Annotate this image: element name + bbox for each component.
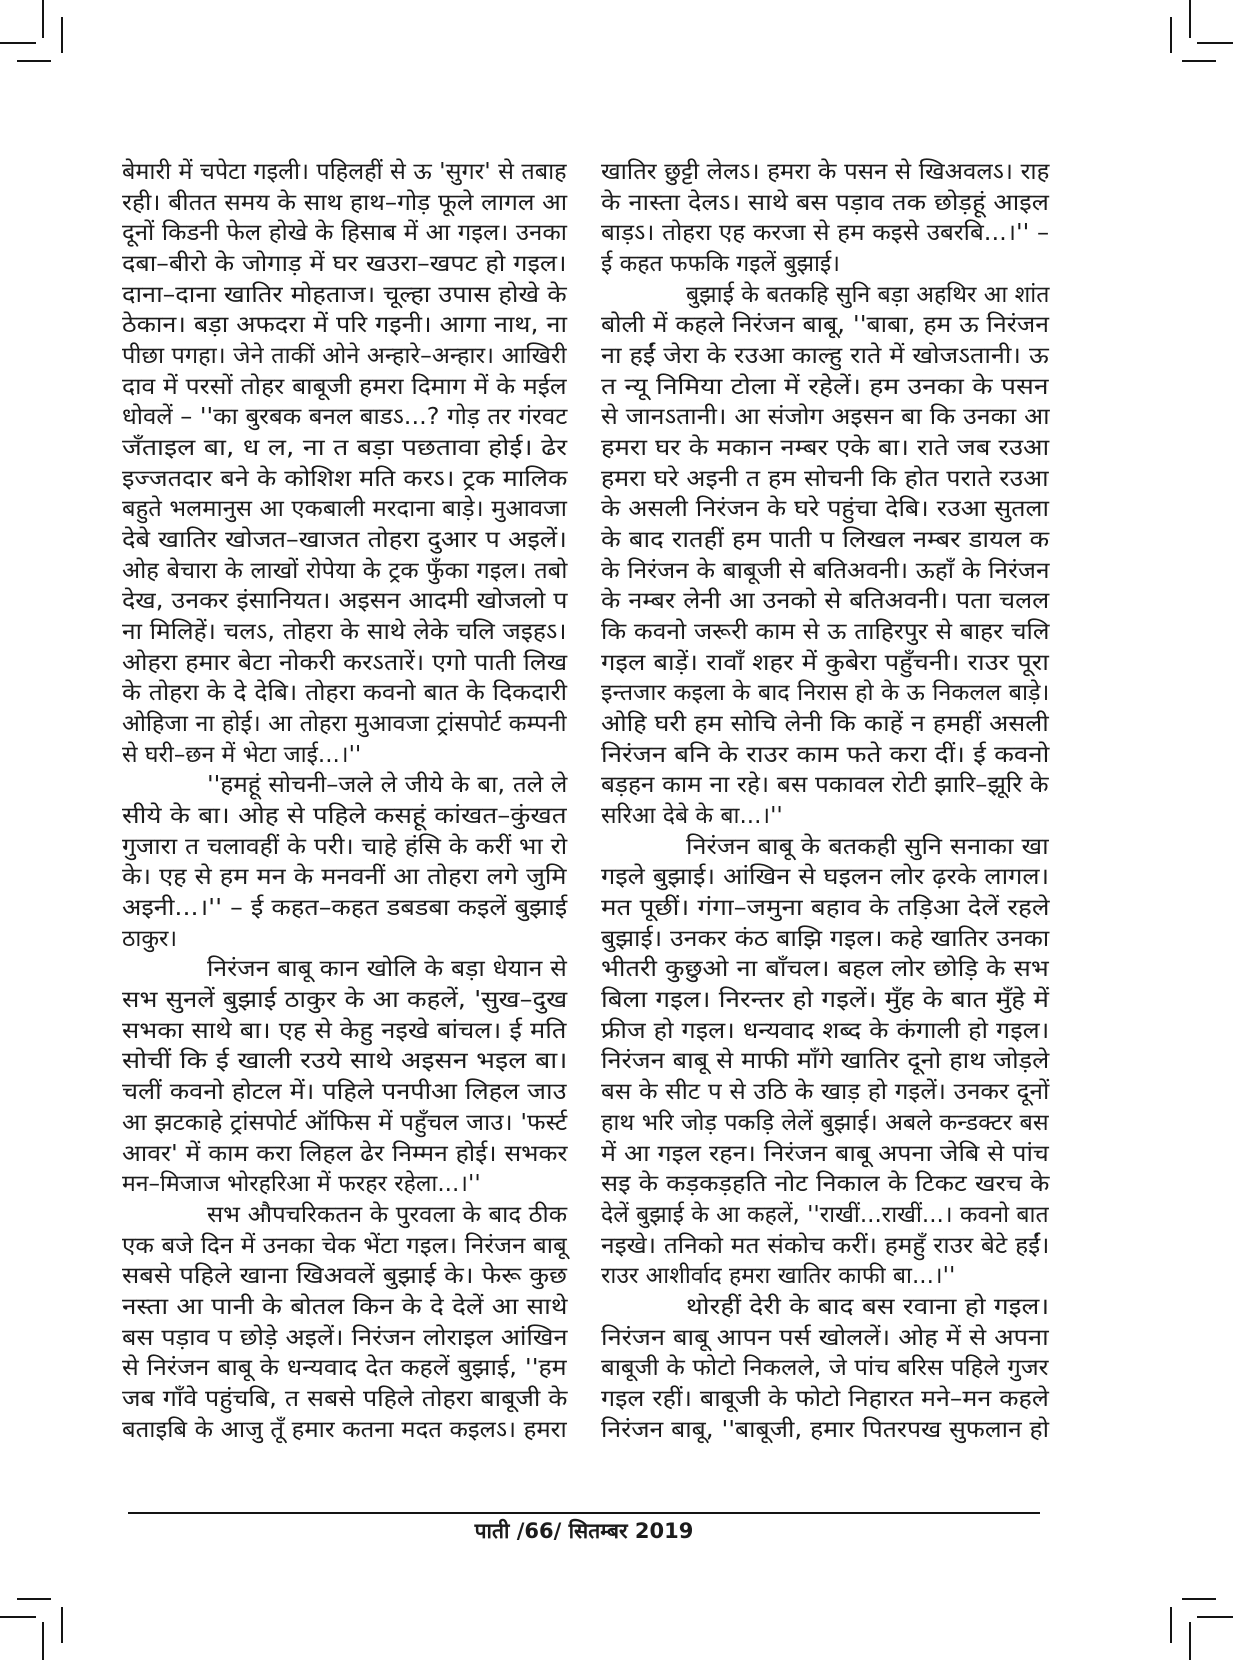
text-line [601,1169,1049,1200]
text-line [601,1261,1049,1292]
text-line [601,648,1049,679]
text-line-content: देलें बुझाई के आ कहलें, ''राखीं...राखीं...। कवनो बात [601,1201,1049,1228]
text-line-content: देबे खातिर खोजत–खाजत तोहरा दुआर प अइलें। [122,527,567,554]
text-line-content: दूनों किडनी फेल होखे के हिसाब में आ गइल। उनका [122,220,567,247]
footer-page-info: पाती /66/ सितम्बर 2019 [474,1519,694,1543]
text-line-content: हाथ भरि जोड़ पकड़ि लेलें बुझाई। अबले कन्डक्टर बस [601,1109,1049,1136]
crop-mark-line [1170,17,1172,53]
text-line-content: बाड़ऽ। तोहरा एह करजा से हम कइसे उबरबि...।'' – [601,220,1050,247]
text-line-content: गइल रहीं। बाबूजी के फोटो निहारत मने–मन कहले [601,1385,1049,1412]
text-line-content: निरंजन बनि के राउर काम फते करा दीं। ई कवनो [601,741,1050,768]
text-line [122,1139,567,1170]
text-line [122,1261,567,1292]
text-line-content: इन्तजार कइला के बाद निरास हो के ऊ निकलल बाड़े। [601,680,1050,707]
text-line-content: से जानऽतानी। आ संजोग अइसन बा कि उनका आ [601,404,1050,431]
crop-mark-line [42,0,44,38]
text-line [601,188,1049,219]
text-line [122,494,567,525]
text-line [601,770,1049,801]
text-line-content: के। एह से हम मन के मनवनीं आ तोहरा लगे जुमि [122,864,567,891]
text-line-content: एक बजे दिन में उनका चेक भेंटा गइल। निरंजन बाबू [122,1232,567,1259]
text-line-content: नस्ता आ पानी के बोतल किन के दे देलें आ साथे [122,1293,568,1320]
crop-mark-line [17,60,51,62]
text-line-content: निरंजन बाबू से माफी माँगे खातिर दूनो हाथ जोड़ले [601,1048,1050,1075]
text-line-content: सरिआ देबे के बा...।'' [601,803,783,830]
text-line-content: ओहिजा ना होई। आ तोहरा मुआवजा ट्रांसपोर्ट कम्पनी [122,711,567,738]
text-line [122,770,567,801]
text-line-content: बहुते भलमानुस आ एकबाली मरदाना बाड़े। मुआवजा [122,496,567,523]
text-line [601,586,1049,617]
crop-mark-line [1197,1616,1233,1618]
text-line [601,801,1049,832]
text-line [601,310,1049,341]
text-line-content: के बाद रातहीं हम पाती प लिखल नम्बर डायल क [601,527,1050,554]
footer-rule [128,1512,1040,1514]
text-line [601,157,1049,188]
text-line-content: बोली में कहले निरंजन बाबू, ''बाबा, हम ऊ निरंजन [601,312,1049,339]
text-line-content: ओह बेचारा के लाखों रोपेया के ट्रक फुँका गइल। तबो [122,557,568,584]
text-line-content: नइखे। तनिको मत संकोच करीं। हमहुँ राउर बेटे हईं। [601,1232,1050,1259]
text-line [122,525,567,556]
text-line [601,433,1049,464]
text-line [601,1046,1049,1077]
crop-mark-line [1197,42,1233,44]
text-line-content: अइनी...।'' – ई कहत–कहत डबडबा कइलें बुझाई [122,895,568,922]
text-line-content: दबा–बीरो के जोगाड़ में घर खउरा–खपट हो गइल। [122,251,567,278]
text-line [122,801,567,832]
text-line [122,1353,567,1384]
text-line [122,648,567,679]
text-column-right [601,157,1049,1445]
text-line [601,280,1049,311]
text-line-content: चलीं कवनो होटल में। पहिले पनपीआ लिहल जाउ [122,1079,567,1106]
text-line-content: त न्यू निमिया टोला में रहेलें। हम उनका के पसन [601,373,1049,400]
text-line [122,1108,567,1139]
crop-mark-line [0,1616,36,1618]
text-line-content: के तोहरा के दे देबि। तोहरा कवनो बात के दिकदारी [122,680,568,707]
text-line-content: जब गाँवे पहुंचबि, त सबसे पहिले तोहरा बाबूजी के [122,1385,568,1412]
text-line-content: के नास्ता देलऽ। साथे बस पड़ाव तक छोड़हूं आइल [601,189,1049,216]
text-line [601,218,1049,249]
text-line-content: इज्जतदार बने के कोशिश मति करऽ। ट्रक मालिक [122,465,568,492]
text-line [601,372,1049,403]
text-line-content: धोवलें – ''का बुरबक बनल बाडऽ...? गोड़ तर गंरवट [122,404,568,431]
text-line-content: ओहि घरी हम सोचि लेनी कि काहें न हमहीं असली [601,711,1049,738]
text-line [601,985,1049,1016]
text-line [122,310,567,341]
text-line [122,985,567,1016]
text-line-content: भीतरी कुछुओ ना बाँचल। बहल लोर छोड़ि के सभ [601,956,1049,983]
text-line [601,1016,1049,1047]
text-line [601,832,1049,863]
text-line [122,709,567,740]
crop-mark-line [61,1607,63,1643]
text-line [601,1231,1049,1262]
crop-mark-line [61,17,63,53]
text-line-content: मन–मिजाज भोरहरिआ में फरहर रहेला...।'' [122,1171,481,1198]
text-line-content: थोरहीं देरी के बाद बस रवाना हो गइल। [686,1293,1050,1320]
text-line-content: सइ के कड़कड़हति नोट निकाल के टिकट खरच के [601,1171,1050,1198]
text-line [601,954,1049,985]
text-line-content: बिला गइल। निरन्तर हो गइलें। मुँह के बात मुँहे में [601,987,1049,1014]
crop-mark-line [1182,1598,1216,1600]
text-line [122,1292,567,1323]
text-line [601,862,1049,893]
text-line-content: से घरी–छन में भेटा जाई...।'' [122,741,362,768]
text-line [601,1139,1049,1170]
text-line-content: खातिर छुट्टी लेलऽ। हमरा के पसन से खिअवलऽ। राह [601,159,1050,185]
text-line-content: गइल बाड़ें। रावाँ शहर में कुबेरा पहुँचनी। राउर पूरा [601,649,1049,676]
crop-mark-line [1182,60,1216,62]
text-line-content: सभ औपचरिकतन के पुरवला के बाद ठीक [207,1201,568,1228]
text-line [601,249,1049,280]
text-line [122,188,567,219]
text-line [601,1077,1049,1108]
text-line-content: रही। बीतत समय के साथ हाथ–गोड़ फूले लागल आ [122,189,568,216]
text-line [601,494,1049,525]
text-line-content: में आ गइल रहन। निरंजन बाबू अपना जेबि से पांच [601,1140,1049,1167]
text-line-content: निरंजन बाबू आपन पर्स खोललें। ओह में से अपना [601,1324,1049,1351]
text-line [122,617,567,648]
text-line [122,1046,567,1077]
text-line-content: बुझाई के बतकहि सुनि बड़ा अहथिर आ शांत [686,281,1050,308]
text-line [601,1415,1049,1446]
text-line-content: ई कहत फफकि गइलें बुझाई। [601,251,840,278]
text-line-content: ना मिलिहें। चलऽ, तोहरा के साथे लेके चलि जइहऽ। [122,619,567,646]
text-line [122,556,567,587]
text-line-content: दाव में परसों तोहर बाबूजी हमरा दिमाग में के मईल [122,373,567,400]
crop-mark-line [1189,0,1191,38]
text-line [122,402,567,433]
text-line-content: से निरंजन बाबू के धन्यवाद देत कहलें बुझाई, ''हम [122,1355,567,1382]
text-line [122,1016,567,1047]
crop-mark-line [0,42,36,44]
text-line-content: ओहरा हमार बेटा नोकरी करऽतारें। एगो पाती लिख [122,649,568,676]
text-line [122,924,567,955]
text-line-content: बुझाई। उनकर कंठ बाझि गइल। कहे खातिर उनका [601,925,1050,952]
text-line-content: गइले बुझाई। आंखिन से घइलन लोर ढ़रके लागल। [601,864,1050,891]
text-line [601,1323,1049,1354]
text-line [122,954,567,985]
crop-mark-line [42,1622,44,1660]
text-line-content: ठाकुर। [122,925,178,952]
text-column-left [122,157,567,1445]
text-line [122,586,567,617]
text-line-content: निरंजन बाबू के बतकही सुनि सनाका खा [686,833,1049,860]
text-line [122,1169,567,1200]
text-line-content: सोचीं कि ई खाली रउये साथे अइसन भइल बा। [122,1048,568,1075]
text-line [601,556,1049,587]
text-line [601,1384,1049,1415]
text-line [601,1292,1049,1323]
text-line [122,1415,567,1446]
text-line-content: देख, उनकर इंसानियत। अइसन आदमी खोजलो प [122,588,568,615]
text-line [122,740,567,771]
text-line [122,1200,567,1231]
text-line-content: सबसे पहिले खाना खिअवलें बुझाई के। फेरू कुछ [122,1263,567,1290]
text-line-content: दाना–दाना खातिर मोहताज। चूल्हा उपास होखे के [122,281,567,308]
text-line-content: हमरा घरे अइनी त हम सोचनी कि होत पराते रउआ [601,465,1049,492]
text-line [601,525,1049,556]
text-line-content: के असली निरंजन के घरे पहुंचा देबि। रउआ सुतला [601,496,1050,523]
text-line [601,1108,1049,1139]
text-line-content: निरंजन बाबू कान खोलि के बड़ा धेयान से [207,956,567,983]
text-line [601,402,1049,433]
crop-mark-line [17,1598,51,1600]
text-line-content: मत पूछीं। गंगा–जमुना बहाव के तड़िआ देलें रहले [601,895,1050,922]
text-line [601,893,1049,924]
text-line [122,1231,567,1262]
text-line-content: ठेकान। बड़ा अफदरा में परि गइनी। आगा नाथ, ना [122,312,567,339]
text-line [601,1353,1049,1384]
text-line [122,678,567,709]
text-line-content: राउर आशीर्वाद हमरा खातिर काफी बा...।'' [601,1263,956,1290]
text-line [122,218,567,249]
text-line [601,464,1049,495]
text-line-content: बाबूजी के फोटो निकलले, जे पांच बरिस पहिले गुजर [601,1355,1049,1382]
text-line [122,1384,567,1415]
text-line [122,1323,567,1354]
text-line-content: निरंजन बाबू, ''बाबूजी, हमार पितरपख सुफलान हो [601,1416,1050,1443]
text-line-content: सीये के बा। ओह से पहिले कसहूं कांखत–कुंखत [122,803,567,830]
text-line-content: ''हमहूं सोचनी–जले ले जीये के बा, तले ले [207,772,568,799]
text-line-content: आ झटकाहे ट्रांसपोर्ट ऑफिस में पहुँचल जाउ। 'फर्स्ट [122,1109,568,1136]
crop-mark-line [1189,1622,1191,1660]
text-line-content: सभका साथे बा। एह से केहु नइखे बांचल। ई मति [122,1017,567,1044]
text-line [122,464,567,495]
text-line [122,341,567,372]
text-line [601,924,1049,955]
text-line-content: बस पड़ाव प छोड़े अइलें। निरंजन लोराइल आंखिन [122,1324,568,1351]
text-line [601,740,1049,771]
text-line [601,709,1049,740]
text-line [122,372,567,403]
text-line-content: के निरंजन के बाबूजी से बतिअवनी। ऊहाँ के निरंजन [601,557,1050,584]
text-line-content: पीछा पगहा। जेने ताकीं ओने अन्हारे–अन्हार। आखिरी [122,343,567,370]
text-line [601,617,1049,648]
text-line [122,1077,567,1108]
text-line [122,862,567,893]
text-line-content: बस के सीट प से उठि के खाड़ हो गइलें। उनकर दूनों [601,1079,1050,1106]
text-line [122,832,567,863]
text-line-content: जँताइल बा, ध ल, ना त बड़ा पछतावा होई। ढेर [122,435,568,462]
text-line-content: ना हईं जेरा के रउआ काल्हु राते में खोजऽतानी। ऊ [601,343,1049,370]
text-line-content: कि कवनो जरूरी काम से ऊ ताहिरपुर से बाहर चलि [601,619,1050,646]
crop-mark-line [1170,1607,1172,1643]
text-line [122,280,567,311]
text-line-content: गुजारा त चलावहीं के परी। चाहे हंसि के करीं भा रो [122,833,568,860]
text-line-content: फ्रीज हो गइल। धन्यवाद शब्द के कंगाली हो गइल। [601,1017,1050,1044]
text-line [601,341,1049,372]
text-line [122,249,567,280]
text-line-content: बड़हन काम ना रहे। बस पकावल रोटी झारि–झूरि के [601,772,1049,799]
text-line-content: सभ सुनलें बुझाई ठाकुर के आ कहलें, 'सुख–दुख [122,987,568,1014]
text-line-content: बताइबि के आजु तूँ हमार कतना मदत कइलऽ। हमरा [122,1416,567,1443]
text-line [122,433,567,464]
text-line-content: के नम्बर लेनी आ उनको से बतिअवनी। पता चलल [601,588,1050,615]
text-line [122,893,567,924]
text-line [601,678,1049,709]
text-line-content: आवर' में काम करा लिहल ढेर निम्मन होई। सभकर [122,1140,568,1167]
text-line-content: बेमारी में चपेटा गइली। पहिलहीं से ऊ 'सुगर' से तबाह [122,159,567,185]
text-line [122,157,567,188]
text-line [601,1200,1049,1231]
text-line-content: हमरा घर के मकान नम्बर एके बा। राते जब रउआ [601,435,1050,462]
